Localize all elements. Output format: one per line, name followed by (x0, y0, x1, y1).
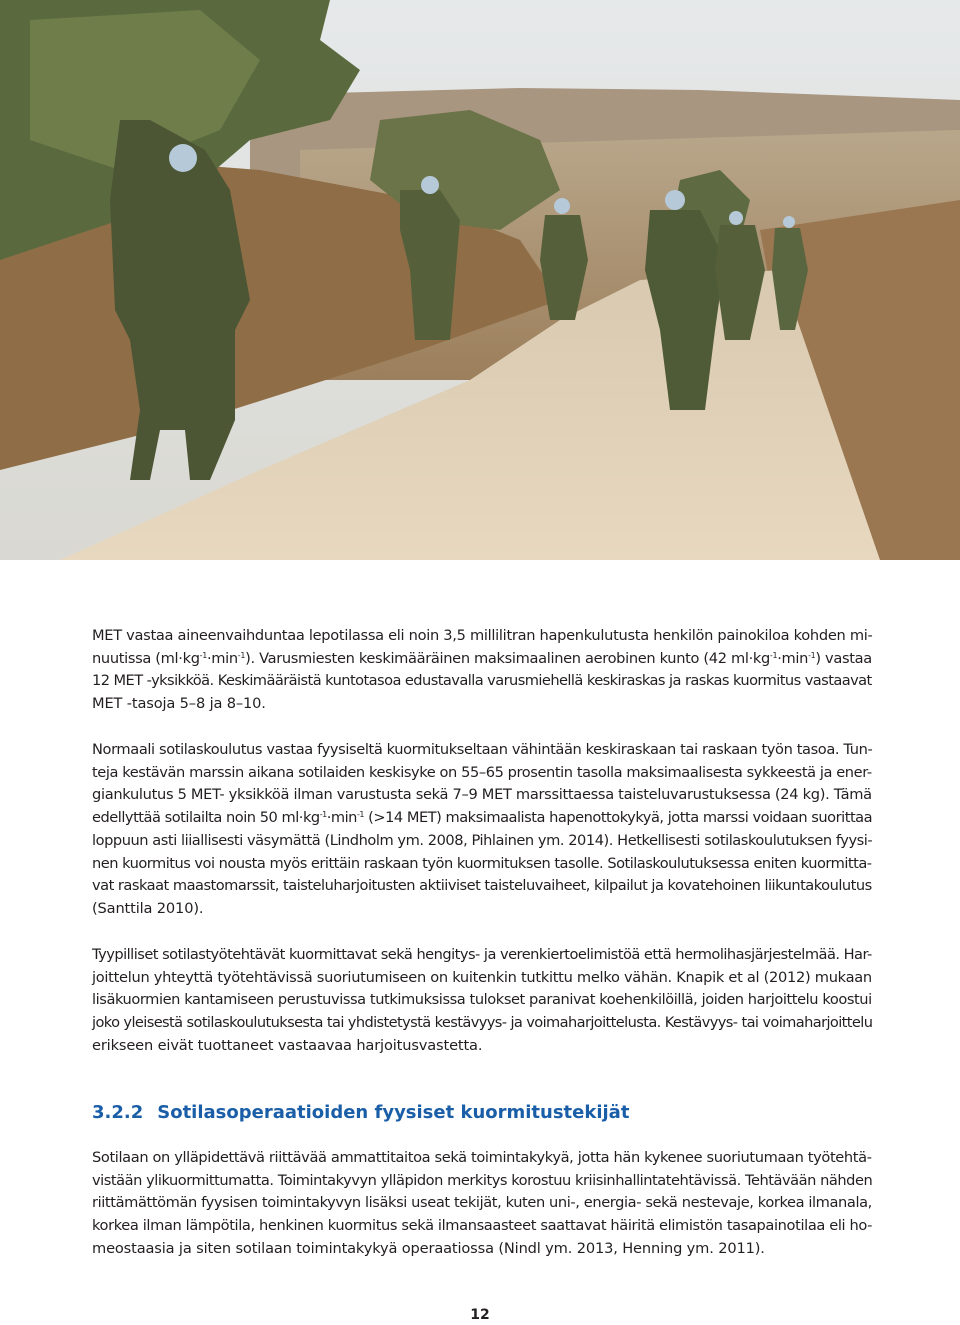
text-line: teja kestävän marssin aikana sotilaiden keskisyke on 55–65 prosentin tasolla maksimaalisesta sykkeestä ja ener- (92, 763, 872, 781)
text-line: 12 MET -yksikköä. Keskimääräistä kuntotasoa edustavalla varusmiehellä keskiraskas ja raskas kuormitus vastaavat (92, 672, 872, 690)
text-line: edellyttää sotilailta noin 50 $ml\cdot kg^{-1}\cdot\min^{-1}$ (>14 MET) maksimaalista hapenottokykyä, jotta marssi voidaan suorittaa (92, 809, 873, 827)
text-line: (Santtila 2010). (92, 899, 204, 917)
text-line: MET -tasoja 5–8 ja 8–10. (92, 695, 266, 713)
text-line: lisäkuormien kantamiseen perustuvissa tutkimuksissa tulokset paranivat koehenkilöillä, joiden harjoittelu koostui (92, 991, 872, 1009)
text-line: MET vastaa aineenvaihduntaa lepotilassa eli noin 3,5 millilitran hapenkulutusta henkilön painokiloa kohden mi- (92, 627, 873, 644)
section-title: Sotilasoperaatioiden fyysiset kuormitustekijät (157, 1102, 630, 1123)
paragraph-normaali (92, 739, 872, 921)
text-line: joko yleisestä sotilaskoulutuksesta tai yhdistetystä kestävyys- ja voimaharjoittelusta. Kestävyys- tai voimaharjoittelu (92, 1014, 873, 1032)
section-number: 3.2.2 (92, 1102, 144, 1123)
page-number: 12 (470, 1307, 490, 1323)
text-line: Sotilaan on ylläpidettävä riittävää ammattitaitoa sekä toimintakykyä, jotta hän kykenee suoriutumaan työtehtä- (92, 1149, 872, 1166)
paragraph-met (92, 625, 872, 716)
text-line: Normaali sotilaskoulutus vastaa fyysiseltä kuormitukseltaan vähintään keskiraskaan tai raskaan työn tasoa. Tun- (92, 741, 873, 758)
text-line: korkea ilman lämpötila, henkinen kuormitus sekä ilmansaasteet saattavat häiritä elimistön tasapainotilaa eli ho- (92, 1217, 873, 1235)
paragraph-tyypilliset (92, 944, 872, 1058)
text-line: meostaasia ja siten sotilaan toimintakykyä operaatiossa (Nindl ym. 2013, Henning ym. 2011). (92, 1239, 765, 1257)
text-line: joittelun yhteyttä työtehtävissä suoriutumiseen on kuitenkin tutkittu melko vähän. Knapik et al (2012) mukaan (92, 968, 872, 986)
text-line: erikseen eivät tuottaneet vastaavaa harjoitusvastetta. (92, 1036, 483, 1054)
text-line: riittämättömän fyysisen toimintakyvyn lisäksi useat tekijät, kuten uni-, energia- sekä nestevaje, korkea ilmanala, (92, 1194, 872, 1212)
paragraph-sotilaan (92, 1147, 872, 1261)
text-line: nuutissa $(ml\cdot kg^{-1}\cdot\min^{-1})$. Varusmiesten keskimääräinen maksimaalinen aerobinen kunto (42 $ml\cdot kg^{-1}\cdot\min^{-1}$) vastaa (92, 649, 872, 667)
soldiers-photo (0, 0, 960, 560)
text-line: vat raskaat maastomarssit, taisteluharjoitusten aktiiviset taisteluvaiheet, kilpailut ja kovatehoinen liikuntakoulutus (92, 877, 872, 895)
text-line: giankulutus 5 MET- yksikköä ilman varustusta sekä 7–9 MET marssittaessa taisteluvarustuksessa (24 kg). Tämä (92, 786, 872, 804)
text-line: nen kuormitus voi nousta myös erittäin raskaan työn kuormituksen tasolle. Sotilaskoulutuksessa eniten kuormitta- (92, 854, 872, 872)
text-line: vistään ylikuormittumatta. Toimintakyvyn ylläpidon merkitys korostuu kriisinhallintatehtävissä. Tehtävään nähden (92, 1171, 873, 1189)
section-heading (92, 1101, 629, 1125)
text-line: loppuun asti liiallisesti väsymättä (Lindholm ym. 2008, Pihlainen ym. 2014). Hetkellisesti sotilaskoulutuksen fyysi- (92, 831, 873, 849)
text-line: Tyypilliset sotilastyötehtävät kuormittavat sekä hengitys- ja verenkiertoelimistöä että hermolihasjärjestelmää. Har- (92, 946, 872, 963)
